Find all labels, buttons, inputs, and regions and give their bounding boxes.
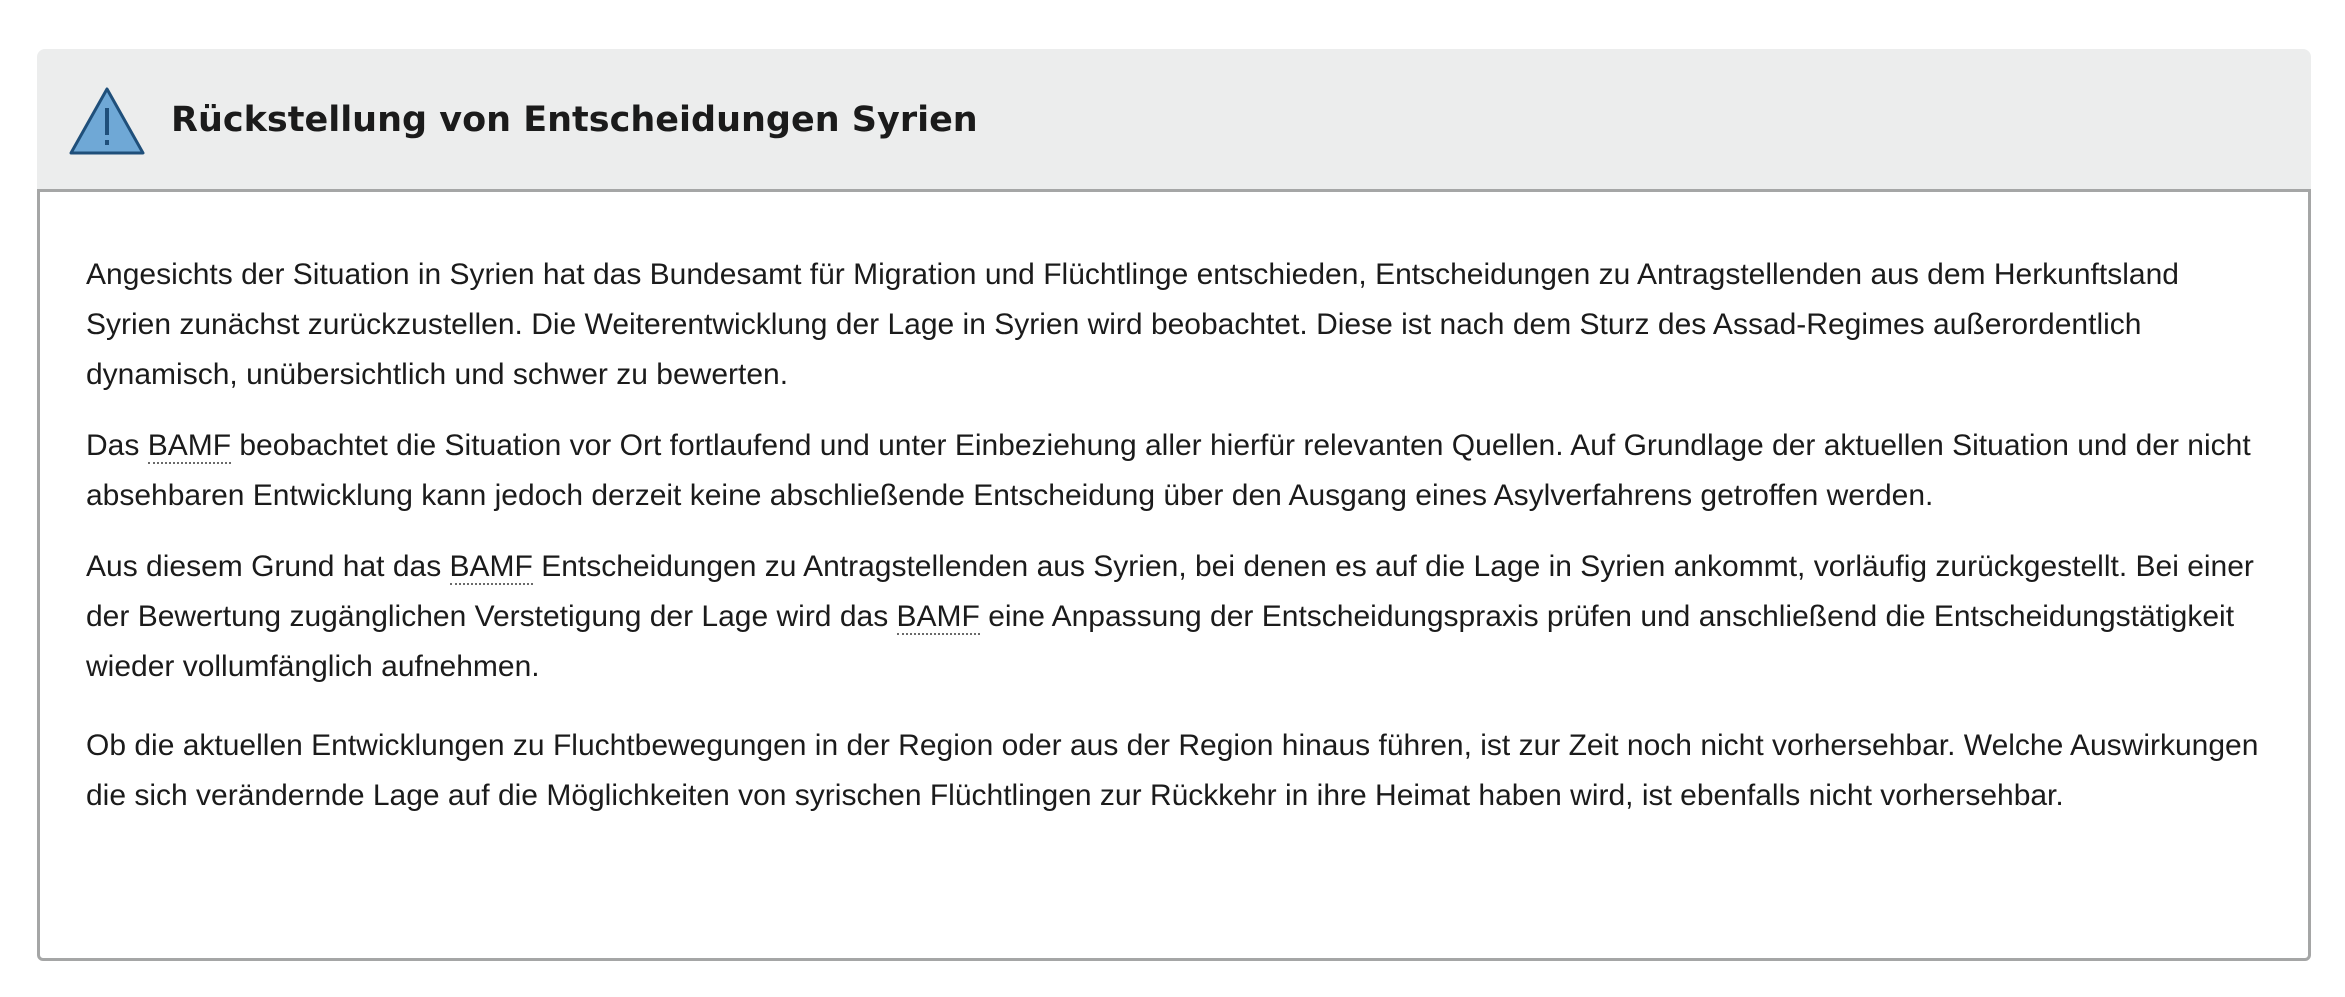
text-segment: Aus diesem Grund hat das bbox=[86, 550, 450, 583]
text-segment: Entscheidungen zu Antragstellenden aus Syrien, bei denen es auf die Lage in Syrien ankommt, vorläufig zurückgestellt. Bei einer der Bewertung zugänglichen Verstetigung der Lage wird das bbox=[86, 550, 2254, 633]
paragraph-situation: Angesichts der Situation in Syrien hat das Bundesamt für Migration und Flüchtlinge entschieden, Entscheidungen zu Antragstellenden aus dem Herkunftsland Syrien zunächst zurückzustellen. Die Weiterentwicklung der Lage in Syrien wird beobachtet. Diese ist nach dem Sturz des Assad-Regimes außerordentlich dynamisch, unübersichtlich und schwer zu bewerten. bbox=[86, 258, 2179, 391]
paragraph-observation bbox=[86, 421, 2263, 521]
paragraph-outlook: Ob die aktuellen Entwicklungen zu Fluchtbewegungen in der Region oder aus der Region hinaus führen, ist zur Zeit noch nicht vorhersehbar. Welche Auswirkungen die sich verändernde Lage auf die Möglichkeiten von syrischen Flüchtlingen zur Rückkehr in ihre Heimat haben wird, ist ebenfalls nicht vorhersehbar. bbox=[86, 729, 2259, 812]
bamf-abbreviation[interactable]: BAMF bbox=[896, 600, 980, 633]
notice-box bbox=[37, 49, 2311, 961]
text-segment: Das bbox=[86, 429, 148, 462]
notice-body bbox=[37, 189, 2311, 961]
text-segment: eine Anpassung der Entscheidungspraxis prüfen und anschließend die Entscheidungstätigkeit wieder vollumfänglich aufnehmen. bbox=[86, 600, 2235, 683]
paragraph-decision bbox=[86, 542, 2263, 692]
notice-header bbox=[37, 49, 2311, 190]
warning-icon bbox=[68, 86, 146, 156]
bamf-abbreviation[interactable]: BAMF bbox=[147, 429, 232, 462]
notice-title: Rückstellung von Entscheidungen Syrien bbox=[171, 99, 978, 140]
bamf-abbreviation[interactable]: BAMF bbox=[449, 550, 533, 583]
text-segment: beobachtet die Situation vor Ort fortlaufend und unter Einbeziehung aller hierfür relevanten Quellen. Auf Grundlage der aktuellen Situation und der nicht absehbaren Entwicklung kann jedoch derzeit keine abschließende Entscheidung über den Ausgang eines Asylverfahrens getroffen werden. bbox=[86, 429, 2251, 512]
